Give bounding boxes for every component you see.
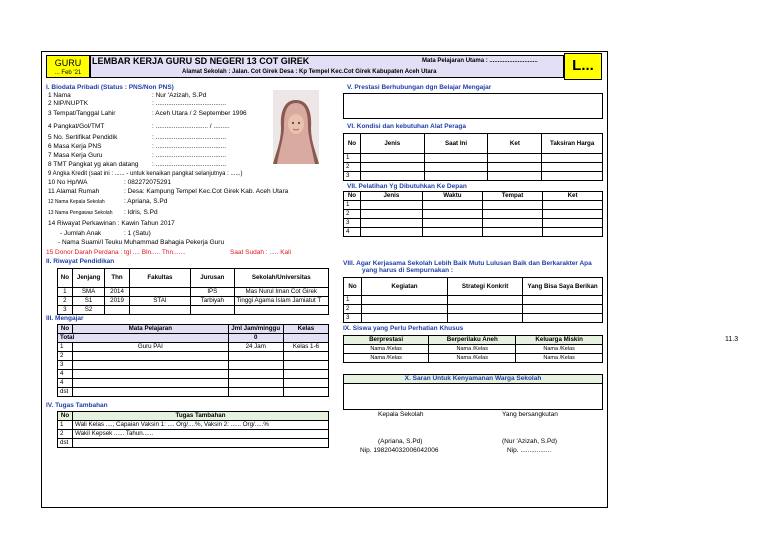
bio-label: - Nama Suami/I Teuku Muhammad Bahagia Pekerja Guru bbox=[58, 239, 225, 246]
cell: 2 bbox=[58, 352, 73, 361]
pelatihan-heading: VII. Pelatihan Yg Dibutuhkan Ke Depan bbox=[347, 183, 467, 190]
table-header bbox=[344, 278, 603, 296]
table-row bbox=[344, 172, 603, 181]
bio-label: 4 Pangkat/Gol/TMT bbox=[48, 123, 105, 130]
cell bbox=[283, 334, 328, 343]
cell: 2014 bbox=[105, 288, 129, 297]
cell: Nama /Kelas bbox=[516, 345, 603, 354]
cell bbox=[228, 388, 283, 397]
signature-left-name: (Apriana, S.Pd) bbox=[378, 438, 423, 445]
table-row bbox=[344, 345, 603, 354]
table-row bbox=[58, 306, 329, 315]
bio-label: 6 Masa Kerja PNS bbox=[48, 143, 102, 150]
cell: 2 bbox=[344, 305, 362, 314]
signature-left-nip: Nip. 198204032006042006 bbox=[360, 447, 439, 454]
table-row bbox=[344, 201, 603, 210]
total-label: Total bbox=[58, 334, 229, 343]
cell bbox=[283, 361, 328, 370]
cell: 2 bbox=[58, 297, 73, 306]
col-header: Keluarga Miskin bbox=[516, 336, 603, 345]
cell: 2 bbox=[344, 210, 361, 219]
col-header: Jml Jam/minggu bbox=[228, 325, 283, 334]
table-row bbox=[58, 379, 329, 388]
table-row bbox=[344, 154, 603, 163]
kondisi-table bbox=[343, 133, 603, 181]
col-header: No bbox=[58, 325, 73, 334]
cell: dst bbox=[58, 388, 73, 397]
agar-heading: VIII. Agar Kerjasama Sekolah Lebih Baik Mutu Lulusan Baik dan Berkarakter Apa bbox=[343, 260, 592, 267]
signature-left-title: Kepala Sekolah bbox=[378, 411, 424, 418]
bio-label: 1 Nama bbox=[48, 92, 71, 99]
bio-value: : ....................................... bbox=[152, 134, 227, 141]
bio-label: 9 Angka Kredit (saat ini : ...... - untuk kenaikan pangkat selanjutnya : ......) bbox=[48, 171, 243, 177]
bio-label: 14 Riwayat Perkawinan : Kawin Tahun 2017 bbox=[48, 220, 175, 227]
bio-value: : 082272075291 bbox=[124, 179, 171, 186]
signature-right-name: (Nur 'Azizah, S.Pd) bbox=[502, 438, 558, 445]
col-header: Berperilaku Aneh bbox=[429, 336, 516, 345]
bio-value: : Nur 'Azizah, S.Pd bbox=[152, 92, 207, 99]
worksheet bbox=[41, 51, 608, 508]
side-value: 11.3 bbox=[725, 336, 739, 343]
bio-label: 7 Masa Kerja Guru bbox=[48, 152, 103, 159]
table-row bbox=[344, 219, 603, 228]
table-row bbox=[58, 361, 329, 370]
saran-header bbox=[343, 374, 603, 384]
prestasi-box bbox=[343, 93, 603, 119]
school-address: Alamat Sekolah : Jalan. Cot Girek Desa : Kp Tempel Kec.Cot Girek Kabupaten Aceh Utara bbox=[182, 69, 437, 75]
signature-right-nip: Nip. ................. bbox=[507, 447, 552, 454]
badge-title: GURU bbox=[54, 58, 82, 68]
cell: 1 bbox=[344, 201, 361, 210]
table-row bbox=[344, 296, 603, 305]
table-row bbox=[58, 421, 329, 430]
bio-label: 11 Alamat Rumah bbox=[48, 188, 100, 195]
col-header: No bbox=[58, 269, 73, 288]
cell: S1 bbox=[72, 297, 105, 306]
cell: 3 bbox=[58, 361, 73, 370]
donor-total: Saat Sudah : ..... Kali bbox=[230, 249, 292, 256]
table-row bbox=[344, 314, 603, 323]
col-header: Strategi Konkrit bbox=[447, 278, 522, 296]
cell: 4 bbox=[344, 228, 361, 237]
cell: Nama /Kelas bbox=[344, 354, 429, 363]
cell: 1 bbox=[344, 154, 361, 163]
table-row bbox=[58, 343, 329, 352]
saran-heading: X. Saran Untuk Kenyamanan Warga Sekolah bbox=[404, 375, 542, 382]
col-header: Jurusan bbox=[191, 269, 234, 288]
cell: Tinggi Agama Islam Jamiatut T bbox=[234, 297, 329, 306]
col-header: Waktu bbox=[422, 192, 482, 201]
cell bbox=[283, 370, 328, 379]
bio-label: 10 No Hp/WA bbox=[48, 179, 88, 186]
cell: Tarbiyah bbox=[191, 297, 234, 306]
table-row bbox=[58, 439, 329, 448]
cell: 2 bbox=[58, 430, 73, 439]
cell bbox=[129, 288, 190, 297]
cell bbox=[228, 370, 283, 379]
table-row bbox=[58, 297, 329, 306]
cell: 3 bbox=[344, 172, 361, 181]
person-photo-icon bbox=[273, 90, 319, 164]
cell: 3 bbox=[58, 306, 73, 315]
col-header: No bbox=[344, 134, 361, 154]
bio-value: : ....................................... bbox=[152, 152, 227, 159]
cell: SMA bbox=[72, 288, 105, 297]
cell: Kelas 1-6 bbox=[283, 343, 328, 352]
page-title: LEMBAR KERJA GURU SD NEGERI 13 COT GIREK bbox=[92, 56, 310, 66]
bio-label: 13 Nama Pengawas Sekolah bbox=[48, 210, 113, 216]
col-header: Jenjang bbox=[72, 269, 105, 288]
table-row bbox=[344, 354, 603, 363]
prestasi-heading: V. Prestasi Berhubungan dgn Belajar Mengajar bbox=[347, 84, 492, 91]
bio-label: - Jumlah Anak bbox=[60, 230, 102, 237]
kondisi-heading: VI. Kondisi dan kebutuhan Alat Peraga bbox=[347, 123, 466, 130]
cell: Nama /Kelas bbox=[429, 345, 516, 354]
col-header: No bbox=[344, 278, 362, 296]
col-header: Kelas bbox=[283, 325, 328, 334]
siswa-heading: IX. Siswa yang Perlu Perhatian Khusus bbox=[343, 325, 464, 332]
bio-value: : Aceh Utara / 2 September 1996 bbox=[152, 110, 247, 117]
cell: 2019 bbox=[105, 297, 129, 306]
bio-label: 12 Nama Kepala Sekolah bbox=[48, 199, 105, 205]
total-row bbox=[58, 334, 329, 343]
profile-photo bbox=[273, 90, 319, 164]
tugas-table bbox=[57, 411, 329, 448]
col-header: No bbox=[58, 412, 73, 421]
table-header bbox=[58, 269, 329, 288]
tugas-heading: IV. Tugas Tambahan bbox=[46, 402, 108, 409]
bio-value: : ....................................... bbox=[152, 161, 227, 168]
cell: 1 bbox=[58, 343, 73, 352]
cell bbox=[228, 361, 283, 370]
col-header: Thn bbox=[105, 269, 129, 288]
bio-label: 2 NIP/NUPTK bbox=[48, 100, 89, 107]
mengajar-heading: III. Mengajar bbox=[46, 315, 84, 322]
col-header: Kegiatan bbox=[362, 278, 448, 296]
table-row bbox=[344, 163, 603, 172]
table-header bbox=[344, 336, 603, 345]
bio-value: : Desa: Kampung Tempel Kec.Cot Girek Kab. Aceh Utara bbox=[124, 188, 289, 195]
mengajar-table bbox=[57, 324, 329, 397]
cell bbox=[73, 388, 229, 397]
cell: IPS bbox=[191, 288, 234, 297]
table-row bbox=[58, 370, 329, 379]
corner-box bbox=[564, 53, 602, 80]
cell: Mas Nurul Iman Cot Girek bbox=[234, 288, 329, 297]
pendidikan-table bbox=[57, 268, 329, 315]
table-row bbox=[344, 228, 603, 237]
table-row bbox=[58, 288, 329, 297]
col-header: Sekolah/Universitas bbox=[234, 269, 329, 288]
table-header bbox=[58, 412, 329, 421]
table-header bbox=[58, 325, 329, 334]
bio-label: 5 No. Sertifikat Pendidik bbox=[48, 134, 118, 141]
cell: 24 Jam bbox=[228, 343, 283, 352]
cell: 2 bbox=[344, 163, 361, 172]
cell: Nama /Kelas bbox=[344, 345, 429, 354]
col-header: Ket bbox=[543, 192, 603, 201]
bio-value: : ....................................... bbox=[152, 143, 227, 150]
cell: Guru PAI bbox=[73, 343, 229, 352]
table-row bbox=[58, 352, 329, 361]
table-header bbox=[344, 134, 603, 154]
col-header: Mata Pelajaran bbox=[73, 325, 229, 334]
table-row bbox=[344, 305, 603, 314]
col-header: Berprestasi bbox=[344, 336, 429, 345]
bio-value: : ............................. / ......... bbox=[152, 123, 230, 130]
cell bbox=[228, 379, 283, 388]
cell: 1 bbox=[58, 288, 73, 297]
col-header: Jenis bbox=[360, 192, 422, 201]
header-badge bbox=[46, 55, 90, 78]
bio-value: : 1 (Satu) bbox=[124, 230, 151, 237]
siswa-table bbox=[343, 335, 603, 363]
bio-value: : ....................................... bbox=[152, 100, 227, 107]
pendidikan-heading: II. Riwayat Pendidikan bbox=[46, 258, 115, 265]
signature-right-title: Yang bersangkutan bbox=[502, 411, 558, 418]
table-row bbox=[344, 210, 603, 219]
saran-box bbox=[343, 384, 603, 410]
cell: 3 bbox=[344, 314, 362, 323]
cell bbox=[283, 388, 328, 397]
cell bbox=[73, 370, 229, 379]
bio-value: : Apriana, S.Pd bbox=[124, 198, 168, 205]
col-header: Taksiran Harga bbox=[542, 134, 603, 154]
cell bbox=[73, 361, 229, 370]
cell bbox=[73, 439, 329, 448]
col-header: Tugas Tambahan bbox=[73, 412, 329, 421]
cell bbox=[234, 306, 329, 315]
col-header: No bbox=[344, 192, 361, 201]
cell bbox=[73, 379, 229, 388]
agar-table bbox=[343, 277, 603, 323]
cell: dst bbox=[58, 439, 73, 448]
cell: STAI bbox=[129, 297, 190, 306]
cell bbox=[129, 306, 190, 315]
pelatihan-table bbox=[343, 191, 603, 237]
cell bbox=[191, 306, 234, 315]
cell bbox=[73, 352, 229, 361]
col-header: Ket bbox=[488, 134, 542, 154]
cell: 1 bbox=[58, 421, 73, 430]
subject-label: Mata Pelajaran Utama : ............................. bbox=[422, 58, 538, 64]
cell: Wali Kelas ...., Capaian Vaksin 1: .... Org/....%, Vaksin 2: ...... Org/.....% bbox=[73, 421, 329, 430]
bio-label: 8 TMT Pangkat yg akan datang bbox=[48, 161, 139, 168]
cell: 1 bbox=[344, 296, 362, 305]
bio-value: : Idris, S.Pd bbox=[124, 209, 158, 216]
col-header: Fakultas bbox=[129, 269, 190, 288]
cell: Nama /Kelas bbox=[516, 354, 603, 363]
cell: Nama /Kelas bbox=[429, 354, 516, 363]
cell: S2 bbox=[72, 306, 105, 315]
biodata-heading: I. Biodata Pribadi (Status : PNS/Non PNS) bbox=[46, 84, 174, 91]
cell bbox=[228, 352, 283, 361]
donor-line: 15 Donor Darah Perdana : tgl .... Bln..... Thn....... bbox=[46, 249, 186, 256]
table-header bbox=[344, 192, 603, 201]
table-row bbox=[58, 430, 329, 439]
table-row bbox=[58, 388, 329, 397]
cell: Wakil Kepsek ...... Tahun...... bbox=[73, 430, 329, 439]
agar-heading-2: yang harus di Sempurnakan : bbox=[362, 267, 454, 274]
col-header: Yang Bisa Saya Berikan bbox=[523, 278, 603, 296]
col-header: Tempat bbox=[482, 192, 542, 201]
col-header: Saat Ini bbox=[424, 134, 488, 154]
cell: 4 bbox=[58, 379, 73, 388]
total-value: 0 bbox=[228, 334, 283, 343]
cell bbox=[283, 379, 328, 388]
cell: 3 bbox=[344, 219, 361, 228]
cell bbox=[283, 352, 328, 361]
col-header: Jenis bbox=[360, 134, 424, 154]
badge-date: ... Feb '21 bbox=[54, 70, 82, 76]
bio-label: 3 Tempat/Tanggal Lahir bbox=[48, 110, 116, 117]
cell: 4 bbox=[58, 370, 73, 379]
cell bbox=[105, 306, 129, 315]
corner-mark: L... bbox=[572, 57, 594, 74]
